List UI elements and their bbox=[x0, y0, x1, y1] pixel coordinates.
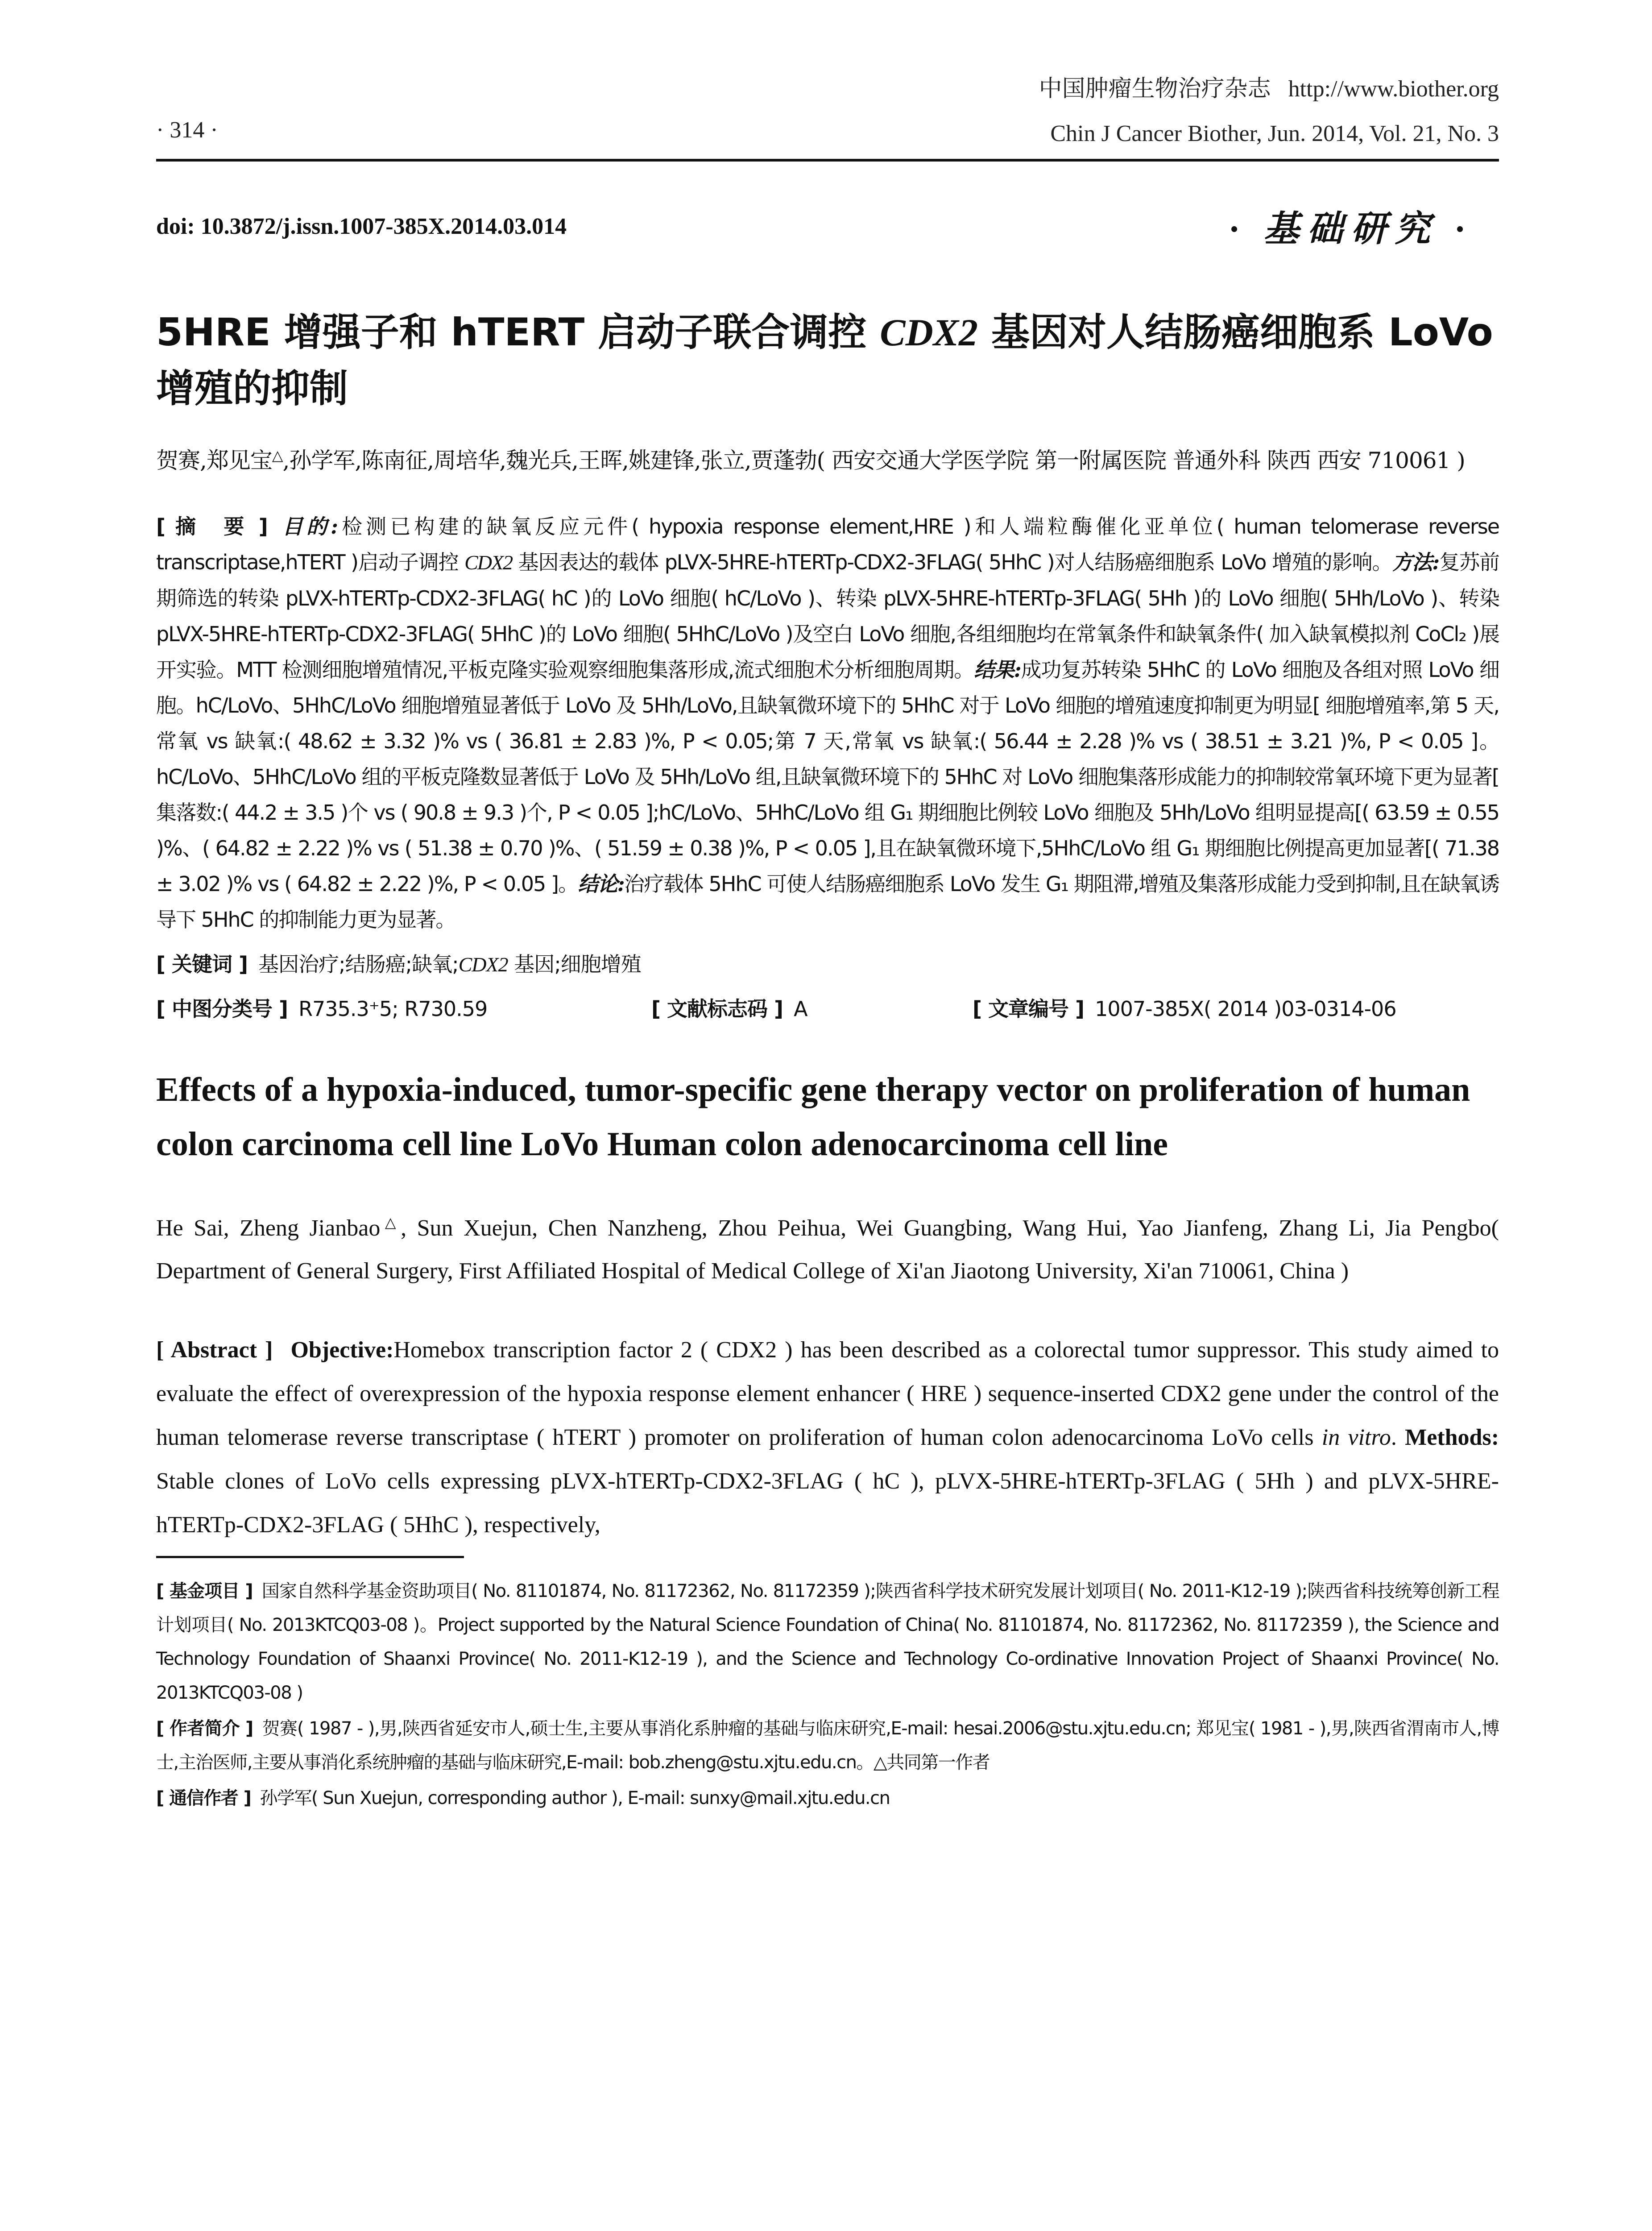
footnote-funding bbox=[156, 1574, 1499, 1710]
running-header bbox=[156, 67, 1499, 159]
affiliation-en: ( Department of General Surgery, First Affiliated Hospital of Medical College of Xi'an Jiaotong University, Xi'an 710061, China ) bbox=[156, 1215, 1499, 1284]
gene-name: CDX2 bbox=[464, 551, 513, 574]
conclusion-text: 治疗载体 5HhC 可使人结肠癌细胞系 LoVo 发生 G₁ 期阻滞,增殖及集落形成能力受到抑制,且在缺氧诱导下 5HhC 的抑制能力更为显著。 bbox=[156, 872, 1499, 932]
abstract-en-label: [ Abstract ] bbox=[156, 1337, 273, 1363]
journal-url[interactable]: http://www.biother.org bbox=[1288, 76, 1499, 102]
doc-code-label: [ 文献标志码 ] bbox=[651, 997, 783, 1021]
title-cn-gene: CDX2 bbox=[880, 311, 978, 354]
methods-label: 方法: bbox=[1392, 550, 1439, 574]
corresponding-text: 孙学军( Sun Xuejun, corresponding author ), E-mail: sunxy@mail.xjtu.edu.cn bbox=[260, 1788, 890, 1808]
title-en: Effects of a hypoxia-induced, tumor-specific gene therapy vector on proliferation of human colon carcinoma cell line LoVo Human colon adenocarcinoma cell line bbox=[156, 1071, 1470, 1163]
keywords-row bbox=[156, 942, 1499, 987]
column-label: · 基础研究 · bbox=[1230, 210, 1472, 249]
article-no-value: 1007-385X( 2014 )03-0314-06 bbox=[1095, 997, 1396, 1021]
title-cn-part: 5HRE 增强子和 hTERT 启动子联合调控 bbox=[156, 310, 880, 355]
objective-text: 检测已构建的缺氧反应元件( hypoxia response element,HRE )和人端粒酶催化亚单位( human telomerase reverse transcriptase,hTERT )启动子调控 bbox=[156, 514, 1499, 574]
methods-text: 复苏前期筛选的转染 pLVX-hTERTp-CDX2-3FLAG( hC )的 LoVo 细胞( hC/LoVo )、转染 pLVX-5HRE-hTERTp-3FLAG( 5Hh )的 LoVo 细胞( 5Hh/LoVo )、转染 pLVX-5HRE-hTERTp-CDX2-3FLAG( 5HhC )的 LoVo 细胞( 5HhC/LoVo )及空白 LoVo 细胞,各组细胞均在常氧条件和缺氧条件( 加入缺氧模拟剂 CoCl₂ )展开实验。MTT 检测细胞增殖情况,平板克隆实验观察细胞集落形成,流式细胞术分析细胞周期。 bbox=[156, 550, 1499, 682]
keywords-label: [ 关键词 ] bbox=[156, 952, 248, 976]
journal-name-cn: 中国肿瘤生物治疗杂志 bbox=[1039, 76, 1271, 102]
doi[interactable]: doi: 10.3872/j.issn.1007-385X.2014.03.014 bbox=[156, 214, 567, 239]
author-bio-label: [ 作者简介 ] bbox=[156, 1718, 253, 1739]
co-first-author-mark: △ bbox=[380, 1214, 401, 1231]
methods-label: Methods: bbox=[1405, 1425, 1499, 1450]
in-vitro-term: in vitro bbox=[1321, 1425, 1391, 1450]
abstract-cn bbox=[156, 509, 1499, 937]
keywords-text: 基因;细胞增殖 bbox=[508, 952, 641, 976]
author-bio-text: 贺赛( 1987 - ),男,陕西省延安市人,硕士生,主要从事消化系肿瘤的基础与临床研究,E-mail: hesai.2006@stu.xjtu.edu.cn; 郑见宝( 1981 - ),男,陕西省渭南市人,博士,主治医师,主要从事消化系统肿瘤的基础与临床研究,E-mail: bob.zheng@stu.xjtu.edu.cn。△共同第一作者 bbox=[156, 1718, 1499, 1773]
doc-code-value: A bbox=[794, 997, 807, 1021]
title-cn-part: 基因对人结肠癌细胞系 LoVo增殖的抑制 bbox=[156, 310, 1493, 411]
objective-label: 目的: bbox=[277, 514, 337, 539]
authors-en bbox=[156, 1207, 1499, 1293]
author-names: He Sai, Zheng Jianbao bbox=[156, 1215, 381, 1241]
title-cn bbox=[156, 304, 1499, 417]
abstract-cn-label: [ 摘 要 ] bbox=[156, 514, 267, 539]
funding-label: [ 基金项目 ] bbox=[156, 1581, 253, 1601]
abstract-en bbox=[156, 1328, 1499, 1547]
clc-label: [ 中图分类号 ] bbox=[156, 997, 288, 1021]
author-names: 贺赛,郑见宝 bbox=[156, 448, 272, 473]
clc-value: R735.3⁺5; R730.59 bbox=[298, 997, 488, 1021]
gene-name: CDX2 bbox=[458, 953, 508, 976]
page-number: · 314 · bbox=[156, 117, 218, 143]
doi-row bbox=[156, 206, 1499, 278]
corresponding-label: [ 通信作者 ] bbox=[156, 1788, 251, 1808]
header-rule bbox=[156, 159, 1499, 162]
results-text: 成功复苏转染 5HhC 的 LoVo 细胞及各组对照 LoVo 细胞。hC/LoVo、5HhC/LoVo 细胞增殖显著低于 LoVo 及 5Hh/LoVo,且缺氧微环境下的 5HhC 对于 LoVo 细胞的增殖速度抑制更为明显[ 细胞增殖率,第 5 天,常氧 vs 缺氧:( 48.62 ± 3.32 )% vs ( 36.81 ± 2.83 )%, P < 0.05;第 7 天,常氧 vs 缺氧:( 56.44 ± 2.28 )% vs ( 38.51 ± 3.21 )%, P < 0.05 ]。hC/LoVo、5HhC/LoVo 组的平板克隆数显著低于 LoVo 及 5Hh/LoVo 组,且缺氧微环境下的 5HhC 对 LoVo 细胞集落形成能力的抑制较常氧环境下更为显著[ 集落数:( 44.2 ± 3.5 )个 vs ( 90.8 ± 9.3 )个, P < 0.05 ];hC/LoVo、5HhC/LoVo 组 G₁ 期细胞比例较 LoVo 细胞及 5Hh/LoVo 组明显提高[( 63.59 ± 0.55 )%、( 64.82 ± 2.22 )% vs ( 51.38 ± 0.70 )%、( 51.59 ± 0.38 )%, P < 0.05 ],且在缺氧微环境下,5HhC/LoVo 组 G₁ 期细胞比例提高更加显著[( 71.38 ± 3.02 )% vs ( 64.82 ± 2.22 )%, P < 0.05 ]。 bbox=[156, 658, 1499, 896]
affiliation-cn: ( 西安交通大学医学院 第一附属医院 普通外科 陕西 西安 710061 ) bbox=[816, 448, 1465, 473]
objective-label: Objective: bbox=[290, 1337, 394, 1363]
methods-text: Stable clones of LoVo cells expressing pLVX-hTERTp-CDX2-3FLAG ( hC ), pLVX-5HRE-hTERTp-3FLAG ( 5Hh ) and pLVX-5HRE-hTERTp-CDX2-3FLAG ( 5HhC ), respectively, bbox=[156, 1468, 1499, 1538]
funding-text: 国家自然科学基金资助项目( No. 81101874, No. 81172362, No. 81172359 );陕西省科学技术研究发展计划项目( No. 2011-K12-19 );陕西省科技统筹创新工程计划项目( No. 2013KTCQ03-08 )。Project supported by the Natural Science Foundation of China( No. 81101874, No. 81172362, No. 81172359 ), the Science and Technology Foundation of Shaanxi Province( No. 2011-K12-19 ), and the Science and Technology Co-ordinative Innovation Project of Shaanxi Province( No. 2013KTCQ03-08 ) bbox=[156, 1581, 1499, 1703]
article-page bbox=[156, 0, 1499, 1882]
running-header-right bbox=[1039, 67, 1499, 156]
footnote-author-bio bbox=[156, 1712, 1499, 1779]
footnote-corresponding bbox=[156, 1781, 1499, 1815]
objective-text: . bbox=[1391, 1425, 1397, 1450]
footnote-rule bbox=[156, 1556, 464, 1558]
author-names: ,孙学军,陈南征,周培华,魏光兵,王晖,姚建锋,张立,贾蓬勃 bbox=[282, 448, 817, 473]
article-no-label: [ 文章编号 ] bbox=[973, 997, 1085, 1021]
conclusion-label: 结论: bbox=[578, 872, 624, 896]
keywords-text: 基因治疗;结肠癌;缺氧; bbox=[258, 952, 459, 976]
objective-text: 基因表达的载体 pLVX-5HRE-hTERTp-CDX2-3FLAG( 5HhC )对人结肠癌细胞系 LoVo 增殖的影响。 bbox=[512, 550, 1392, 574]
author-names: , Sun Xuejun, Chen Nanzheng, Zhou Peihua, Wei Guangbing, Wang Hui, Yao Jianfeng, Zhang Li, Jia Pengbo bbox=[401, 1215, 1491, 1241]
authors-cn bbox=[156, 439, 1499, 482]
objective-text: Homebox transcription factor 2 ( CDX2 ) has been described as a colorectal tumor suppressor. This study aimed to evaluate the effect of overexpression of the hypoxia response element enhancer ( HRE ) sequence-inserted CDX2 gene under the control of the human telomerase reverse transcriptase ( hTERT ) promoter on proliferation of human colon adenocarcinoma LoVo cells bbox=[156, 1337, 1499, 1450]
co-first-author-mark: △ bbox=[272, 447, 283, 464]
results-label: 结果: bbox=[974, 658, 1021, 682]
journal-citation: Chin J Cancer Biother, Jun. 2014, Vol. 21, No. 3 bbox=[1050, 121, 1499, 146]
classification-row bbox=[156, 987, 1499, 1031]
